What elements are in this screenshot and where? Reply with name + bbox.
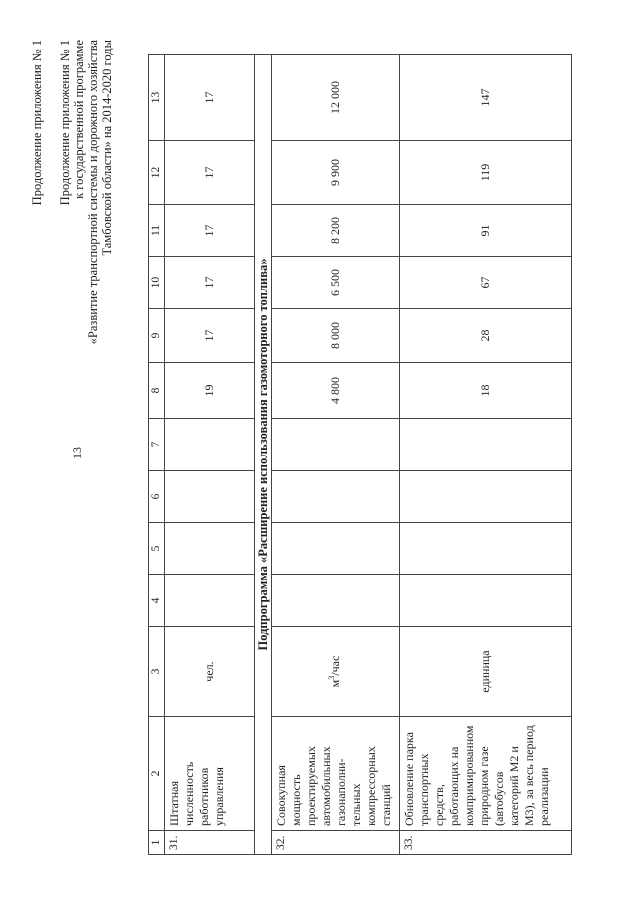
row-number: 32.: [272, 831, 400, 855]
value-cell: 17: [165, 309, 255, 363]
indicator-name: Совокупная мощность проектируемых автомобильных газонаполни-тельных компрессорных станций: [272, 717, 400, 831]
subprogram-row: [255, 55, 272, 855]
value-cell: 18: [400, 363, 572, 419]
indicator-name: Штатная численность работников управления: [165, 717, 255, 831]
subprogram-title: Подпрограмма «Расширение использования газомоторного топлива»: [255, 55, 272, 855]
value-cell: [165, 419, 255, 471]
indicator-unit: чел.: [165, 627, 255, 717]
unit-exponent: 3: [327, 675, 336, 680]
continuation-line: Продолжение приложения № 1: [30, 40, 44, 206]
value-cell: [400, 419, 572, 471]
column-header: 3: [149, 627, 165, 717]
column-header: 6: [149, 471, 165, 523]
value-cell: 91: [400, 205, 572, 257]
indicators-table: [148, 54, 572, 855]
column-header: 2: [149, 717, 165, 831]
column-header: 13: [149, 55, 165, 141]
value-cell: [400, 471, 572, 523]
value-cell: 8 000: [272, 309, 400, 363]
column-header: 9: [149, 309, 165, 363]
table-row: [165, 55, 255, 855]
column-header: 10: [149, 257, 165, 309]
value-cell: [165, 523, 255, 575]
value-cell: 147: [400, 55, 572, 141]
column-header: 1: [149, 831, 165, 855]
value-cell: [165, 575, 255, 627]
column-header-row: [149, 55, 165, 855]
appendix-line: Продолжение приложения № 1: [58, 40, 72, 206]
unit-base: м: [328, 679, 342, 688]
row-number: 33.: [400, 831, 572, 855]
appendix-line: «Развитие транспортной системы и дорожного хозяйства: [86, 40, 100, 345]
value-cell: 28: [400, 309, 572, 363]
value-cell: 12 000: [272, 55, 400, 141]
value-cell: 4 800: [272, 363, 400, 419]
value-cell: 8 200: [272, 205, 400, 257]
value-cell: [400, 523, 572, 575]
value-cell: 17: [165, 141, 255, 205]
table-row: [400, 55, 572, 855]
page-number: 13: [70, 447, 84, 459]
value-cell: 19: [165, 363, 255, 419]
row-number: 31.: [165, 831, 255, 855]
table-row: [272, 55, 400, 855]
value-cell: [272, 575, 400, 627]
column-header: 11: [149, 205, 165, 257]
column-header: 8: [149, 363, 165, 419]
value-cell: 17: [165, 205, 255, 257]
value-cell: [272, 419, 400, 471]
continuation-note: [30, 40, 44, 205]
appendix-line: Тамбовской области» на 2014-2020 годы: [100, 40, 114, 256]
value-cell: [165, 471, 255, 523]
value-cell: [400, 575, 572, 627]
indicator-unit: единица: [400, 627, 572, 717]
column-header: 4: [149, 575, 165, 627]
column-header: 5: [149, 523, 165, 575]
value-cell: 9 900: [272, 141, 400, 205]
column-header: 7: [149, 419, 165, 471]
column-header: 12: [149, 141, 165, 205]
value-cell: [272, 471, 400, 523]
value-cell: [272, 523, 400, 575]
indicator-name: Обновление парка транспортных средств, работающих на компримированном природном газе (автобусов категорий М2 и М3), за весь период реализации: [400, 717, 572, 831]
value-cell: 6 500: [272, 257, 400, 309]
value-cell: 17: [165, 257, 255, 309]
appendix-line: к государственной программе: [72, 40, 86, 199]
value-cell: 119: [400, 141, 572, 205]
value-cell: 67: [400, 257, 572, 309]
appendix-header: [58, 40, 114, 344]
indicator-unit: [272, 627, 400, 717]
value-cell: 17: [165, 55, 255, 141]
unit-rest: /час: [328, 655, 342, 676]
